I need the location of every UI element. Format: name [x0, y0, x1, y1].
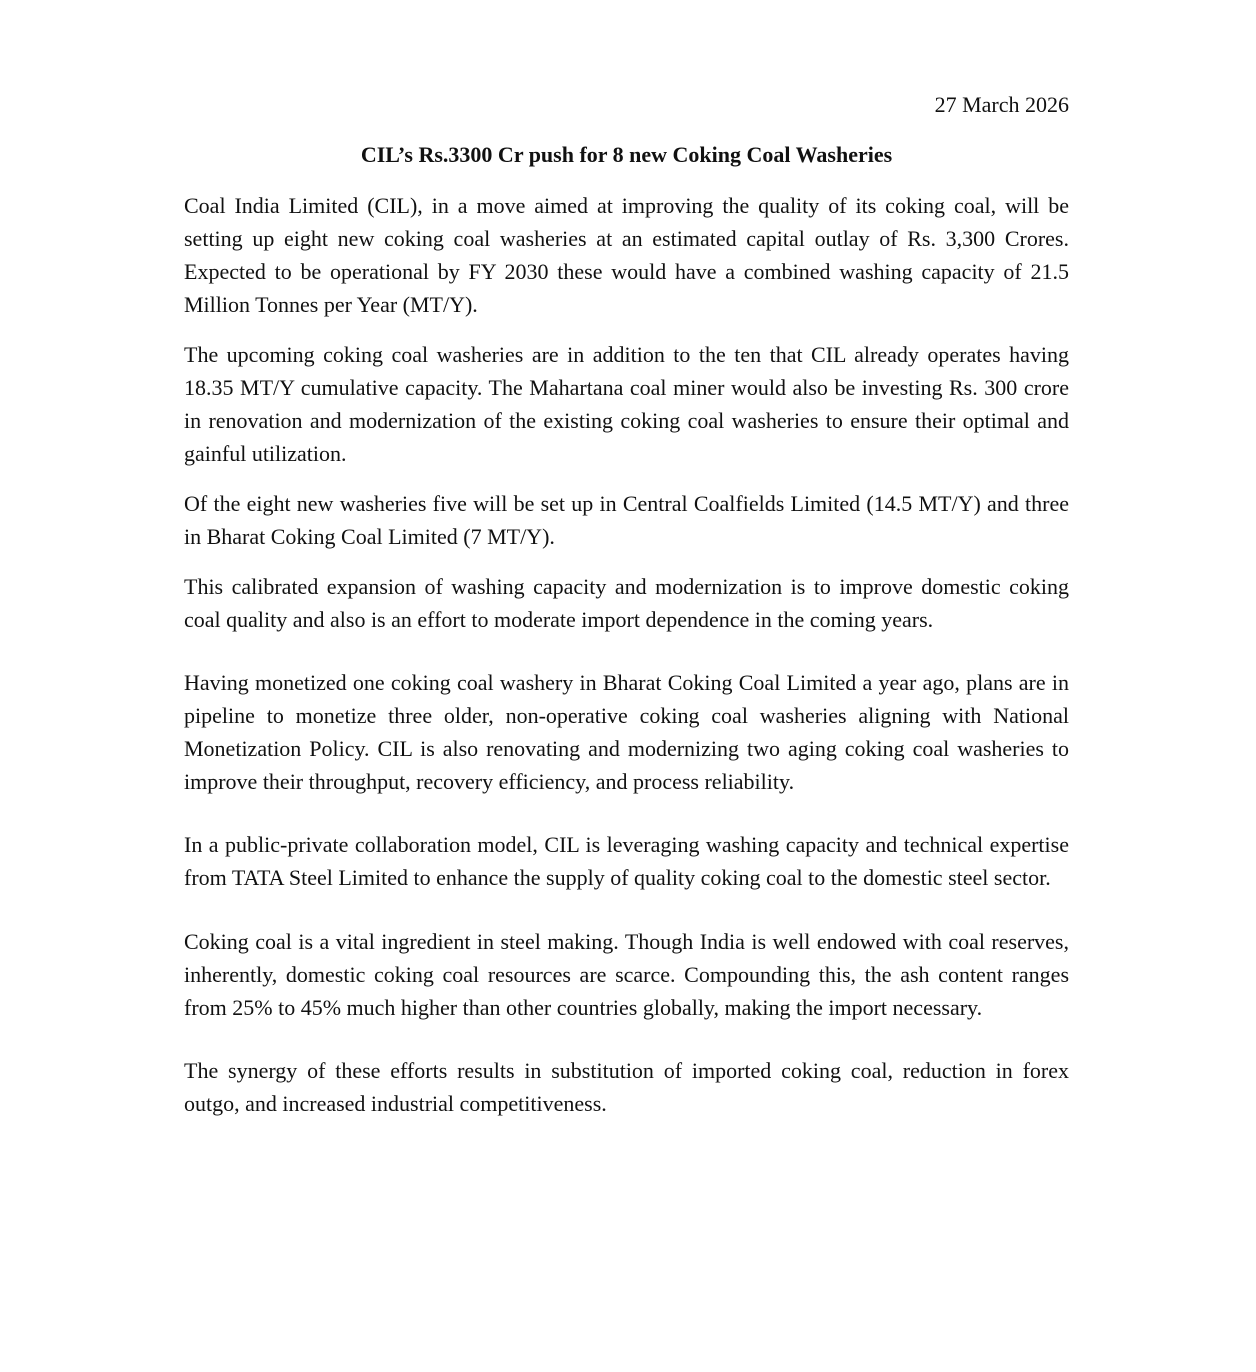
paragraph-synergy: The synergy of these efforts results in substitution of imported coking coal, reduction in forex outgo, and increased industrial competitiveness.: [184, 1058, 1069, 1116]
paragraph-subsidiary-split: Of the eight new washeries five will be set up in Central Coalfields Limited (14.5 MT/Y) and three in Bharat Coking Coal Limited (7 MT/Y).: [184, 491, 1069, 549]
paragraph-coking-coal-context: Coking coal is a vital ingredient in steel making. Though India is well endowed with coal reserves, inherently, domestic coking coal resources are scarce. Compounding this, the ash content ranges from 25% to 45% much higher than other countries globally, making the import necessary.: [184, 929, 1069, 1020]
paragraph-existing-washeries: The upcoming coking coal washeries are in addition to the ten that CIL already operates having 18.35 MT/Y cumulative capacity. The Mahartana coal miner would also be investing Rs. 300 crore in renovation and modernization of the existing coking coal washeries to ensure their optimal and gainful utilization.: [184, 342, 1069, 466]
release-title: CIL’s Rs.3300 Cr push for 8 new Coking Coal Washeries: [360, 142, 893, 167]
paragraph-expansion-purpose: This calibrated expansion of washing capacity and modernization is to improve domestic coking coal quality and also is an effort to moderate import dependence in the coming years.: [184, 574, 1069, 632]
paragraph-public-private: In a public-private collaboration model, CIL is leveraging washing capacity and technical expertise from TATA Steel Limited to enhance the supply of quality coking coal to the domestic steel sector.: [184, 832, 1069, 890]
press-release-page: [184, 88, 1069, 1120]
paragraph-capacity-outlay: Coal India Limited (CIL), in a move aimed at improving the quality of its coking coal, will be setting up eight new coking coal washeries at an estimated capital outlay of Rs. 3,300 Crores. Expected to be operational by FY 2030 these would have a combined washing capacity of 21.5 Million Tonnes per Year (MT/Y).: [184, 193, 1069, 317]
release-date: 27 March 2026: [934, 92, 1069, 117]
paragraph-monetization: Having monetized one coking coal washery in Bharat Coking Coal Limited a year ago, plans are in pipeline to monetize three older, non-operative coking coal washeries aligning with National Monetization Policy. CIL is also renovating and modernizing two aging coking coal washeries to improve their throughput, recovery efficiency, and process reliability.: [184, 670, 1069, 794]
